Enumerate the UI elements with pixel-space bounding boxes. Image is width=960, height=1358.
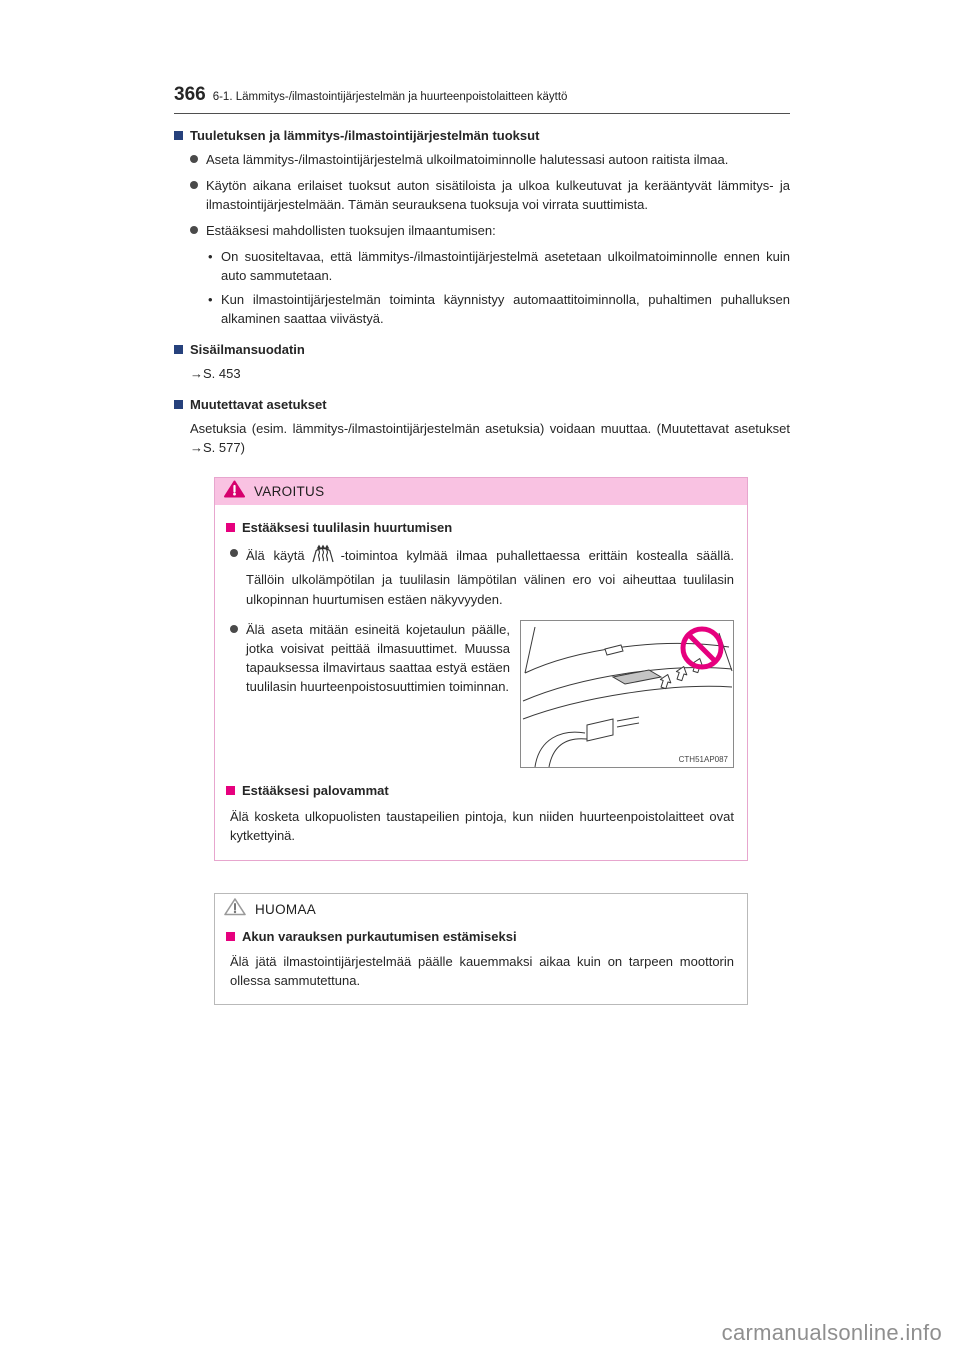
notice-heading-label: Akun varauksen purkautumisen estämiseksi <box>242 929 517 944</box>
page-reference: →S. 453 <box>190 366 241 381</box>
warning-bullet-text-after: -toimintoa kylmää ilmaa puhallettaessa erittäin kostealla säällä. Tällöin ulkolämpötilan ja tuulilasin lämpötilan välinen ero voi aiheuttaa tuulilasin ulkopinnan huurtumisen estäen näkyvyyden. <box>246 548 734 607</box>
notice-box-header <box>215 894 747 924</box>
main-text-area <box>174 127 790 1005</box>
section-square-icon <box>174 345 183 354</box>
chapter-header-text: 6-1. Lämmitys-/ilmastointijärjestelmän ja huurteenpoistolaitteen käyttö <box>212 91 568 103</box>
warning-list-item <box>230 544 734 610</box>
warning-list-item <box>230 620 520 768</box>
warning-box-body <box>215 505 747 860</box>
bullet-icon <box>190 226 198 234</box>
airflow-arrows-icon <box>658 657 705 690</box>
bullet-text: Estääksesi mahdollisten tuoksujen ilmaantumisen: <box>206 223 496 238</box>
notice-paragraph: Älä jätä ilmastointijärjestelmää päälle kauemmaksi aikaa kuin on tarpeen moottorin ollessa sammutettuna. <box>230 954 734 988</box>
page-content <box>174 84 790 1005</box>
sub-bullet-text: Kun ilmastointijärjestelmän toiminta käynnistyy automaattitoiminnolla, puhaltimen puhalluksen alkaminen saattaa viivästyä. <box>221 292 790 326</box>
section-square-icon <box>174 400 183 409</box>
prohibition-icon <box>683 629 721 667</box>
bullet-icon <box>190 181 198 189</box>
page-number: 366 <box>174 84 206 105</box>
warning-box <box>214 477 748 861</box>
section-square-icon <box>226 932 235 941</box>
sub-bullet-icon: • <box>208 249 213 264</box>
section-paragraph: Asetuksia (esim. lämmitys-/ilmastointijärjestelmän asetuksia) voidaan muuttaa. (Muutettavat asetukset →S. 577) <box>190 421 790 455</box>
notice-box-title: HUOMAA <box>255 901 317 917</box>
warning-box-title: VAROITUS <box>254 484 325 499</box>
warning-heading-burns <box>226 782 734 799</box>
section-heading-label: Tuuletuksen ja lämmitys-/ilmastointijärjestelmän tuoksut <box>190 128 540 143</box>
bullet-text: Käytön aikana erilaiset tuoksut auton sisätiloista ja ulkoa kulkeutuvat ja kerääntyvät lämmitys- ja ilmastointijärjestelmään. Tämän seurauksena tuoksuja voi virrata suuttimista. <box>206 178 790 212</box>
warning-box-header <box>215 478 747 505</box>
section-heading-cabin-filter <box>174 341 790 358</box>
sub-bullet-text: On suositeltavaa, että lämmitys-/ilmastointijärjestelmä asetetaan ulkoilmatoiminnolle ennen kuin auto sammutetaan. <box>221 249 790 283</box>
watermark: carmanualsonline.info <box>721 1320 942 1345</box>
warning-bullet-text <box>246 544 734 610</box>
warning-paragraph: Älä kosketa ulkopuolisten taustapeilien pintoja, kun niiden huurteenpoistolaitteet ovat kytkettyinä. <box>230 809 734 843</box>
bullet-text: Aseta lämmitys-/ilmastointijärjestelmä ulkoilmatoiminnolle halutessasi autoon raitista ilmaa. <box>206 152 729 167</box>
notice-heading-battery <box>226 928 734 945</box>
dashboard-illustration <box>520 620 734 768</box>
notice-box-body <box>215 924 747 1004</box>
bullet-icon <box>230 625 238 633</box>
list-item <box>190 150 790 169</box>
warning-triangle-icon <box>224 480 245 503</box>
section-square-icon <box>226 523 235 532</box>
warning-heading-label: Estääksesi palovammat <box>242 783 389 798</box>
list-item <box>190 176 790 214</box>
front-defroster-icon <box>310 544 336 570</box>
sub-list-item <box>208 247 790 285</box>
section-heading-label: Sisäilmansuodatin <box>190 342 305 357</box>
notice-box <box>214 893 748 1005</box>
section-heading-smells <box>174 127 790 144</box>
section-square-icon <box>226 786 235 795</box>
warning-heading-label: Estääksesi tuulilasin huurtumisen <box>242 520 453 535</box>
bullet-icon <box>190 155 198 163</box>
warning-bullet-text-before: Älä käytä <box>246 548 305 563</box>
section-heading-custom-settings <box>174 396 790 413</box>
sub-bullet-icon: • <box>208 292 213 307</box>
page-header <box>174 84 790 114</box>
list-item <box>190 221 790 240</box>
section-heading-label: Muutettavat asetukset <box>190 397 327 412</box>
sub-list-item <box>208 290 790 328</box>
warning-heading-fogging <box>226 519 734 536</box>
figure-label: CTH51AP087 <box>678 755 728 764</box>
section-square-icon <box>174 131 183 140</box>
warning-bullet-text: Älä aseta mitään esineitä kojetaulun päälle, jotka voisivat peittää ilmasuuttimet. Muussa tapauksessa ilmavirtaus saattaa estyä estäen tuulilasin huurteenpoistosuuttimien toiminnan. <box>246 622 510 694</box>
warning-figure-row <box>230 620 734 768</box>
caution-triangle-icon <box>224 897 246 921</box>
bullet-icon <box>230 549 238 557</box>
